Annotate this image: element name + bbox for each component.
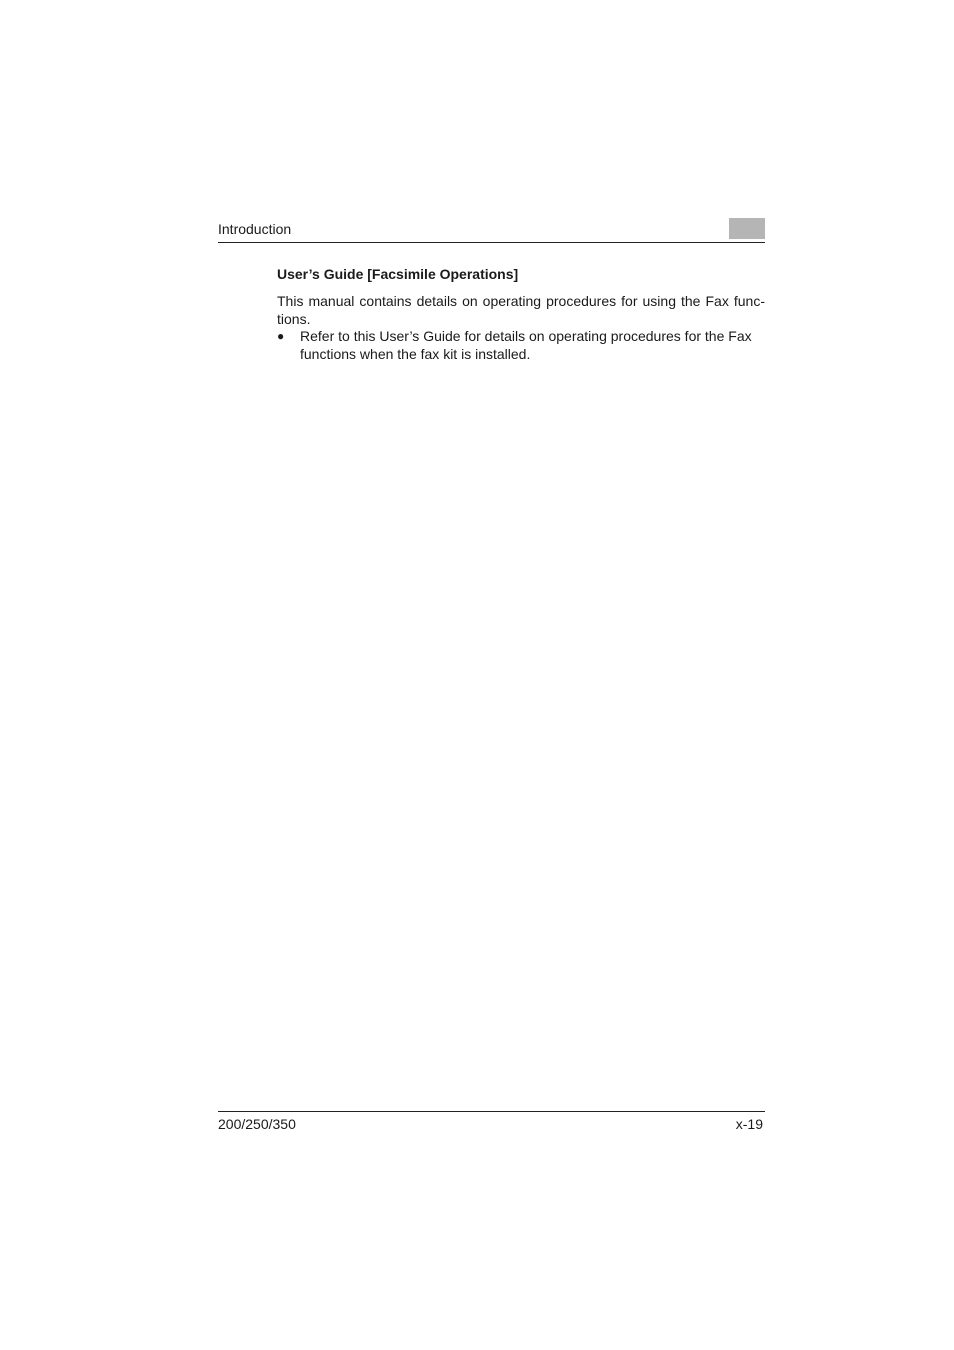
page-number: x-19 — [735, 1116, 763, 1132]
bullet-icon: ● — [277, 329, 285, 343]
section-paragraph: This manual contains details on operating procedures for using the Fax func-tions. — [277, 293, 765, 327]
section-heading: User’s Guide [Facsimile Operations] — [277, 266, 519, 282]
chapter-tab — [729, 218, 765, 239]
header-title: Introduction — [218, 221, 292, 237]
footer-model: 200/250/350 — [218, 1116, 296, 1132]
page-footer — [218, 1111, 765, 1134]
bullet-item — [277, 328, 765, 363]
bullet-list — [277, 328, 765, 363]
bullet-text: Refer to this User’s Guide for details on operating procedures for the Fax functions when the fax kit is installed. — [300, 328, 752, 362]
page-content — [277, 265, 765, 363]
page-header — [218, 218, 765, 243]
